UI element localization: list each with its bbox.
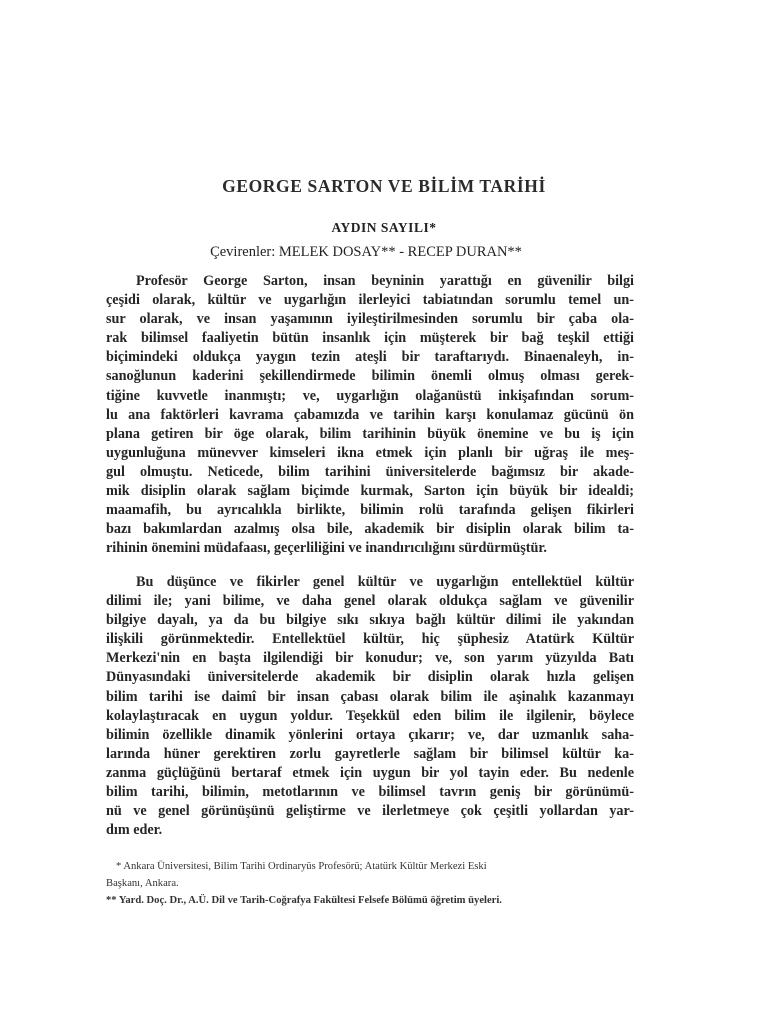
footnotes: [106, 858, 636, 909]
paragraph-line: bilim tarihi ise daimî bir insan çabası olarak bilim ile aşinalık kazanmayı: [106, 688, 634, 705]
paragraph-line: zanma güçlüğünü bertaraf etmek için uygun bir yol tayin eder. Bu nedenle: [106, 764, 634, 781]
paragraph-line: larında hüner gerektiren zorlu gayretlerle sağlam bir bilimsel kültür ka-: [106, 745, 634, 762]
paragraph-line: Dünyasındaki üniversitelerde akademik bir disiplin olarak hızla gelişen: [106, 669, 634, 686]
paragraph-line: lu ana faktörleri kavrama çabamızda ve tarihin karşı konulamaz gücünü ön: [106, 406, 634, 423]
footnote-1-line-2: Başkanı, Ankara.: [106, 878, 179, 889]
paragraph-line: bilgiye dayalı, ya da bu bilgiye sıkı sıkıya bağlı kültür dilimi ile yakından: [106, 612, 634, 629]
paragraph-line: uygunluğuna münevver kimseleri ikna etmek için planlı bir uğraş ile meş-: [106, 444, 634, 461]
paragraph-line: maamafih, bu ayrıcalıkla birlikte, bilimin rolü tarafında gelişen fikirleri: [106, 502, 634, 519]
footnote-1-line-1: * Ankara Üniversitesi, Bilim Tarihi Ordinaryüs Profesörü; Atatürk Kültür Merkezi Eski: [116, 861, 487, 872]
paragraph-line: Bu düşünce ve fikirler genel kültür ve uygarlığın entellektüel kültür: [136, 574, 634, 590]
paragraph-line: plana getiren bir öge olarak, bilim tarihinin büyük önemine ve bu iş için: [106, 425, 634, 442]
paragraph-line: Merkezi'nin en başta ilgilendiği bir konudur; ve, son yarım yüzyılda Batı: [106, 650, 634, 667]
article-title: GEORGE SARTON VE BİLİM TARİHİ: [222, 176, 546, 196]
paragraph-line: bazı bakımlardan azalmış olsa bile, akademik bir disiplin olarak bilim ta-: [106, 521, 634, 538]
paragraph-line: rihinin önemini müdafaası, geçerliliğini ve inandırıcılığını sürdürmüştür.: [106, 540, 547, 557]
paragraph-line: bilim tarihi, bilimin, metotlarının ve bilimsel tavrın geniş bir görünümü-: [106, 784, 634, 801]
paragraph-line: rak bilimsel faaliyetin bütün insanlık için müşterek bir bağ teşkil ettiği: [106, 330, 634, 347]
paragraph-line: ilişkili görünmektedir. Entellektüel kültür, hiç şüphesiz Atatürk Kültür: [106, 631, 634, 648]
paragraph-line: dım eder.: [106, 822, 163, 839]
paragraph-line: bilimin özellikle dinamik yönlerini ortaya çıkarır; ve, dar uzmanlık saha-: [106, 726, 634, 743]
body-paragraph-2: [106, 573, 634, 840]
paragraph-line: tiğine kuvvetle inanmıştı; ve, uygarlığın olağanüstü inkişafından sorum-: [106, 387, 634, 404]
paragraph-line: nü ve genel görünüşünü geliştirme ve ilerletmeye çok çeşitli yollardan yar-: [106, 803, 634, 820]
paragraph-line: dilimi ile; yani bilime, ve daha genel olarak oldukça sağlam ve güvenilir: [106, 593, 634, 610]
paragraph-line: sur olarak, ve insan yaşamının iyileştirilmesinden sorumlu bir çaba ola-: [106, 311, 634, 328]
paragraph-line: çeşidi olarak, kültür ve uygarlığın ilerleyici tabiatından sorumlu temel un-: [106, 292, 634, 309]
paragraph-line: gul olmuştu. Neticede, bilim tarihini üniversitelerde bağımsız bir akade-: [106, 463, 634, 480]
paragraph-line: sanoğlunun kaderini şekillendirmede bilimin önemli olmuş olması gerek-: [106, 368, 634, 385]
paragraph-line: kolaylaştıracak en uygun yoldur. Teşekkül eden bilim ile ilgilenir, böylece: [106, 707, 634, 724]
article-translators: Çevirenler: MELEK DOSAY** - RECEP DURAN**: [210, 244, 522, 260]
paragraph-line: biçimindeki oldukça yaygın tezin ateşli bir taraftarıydı. Binaenaleyh, in-: [106, 349, 634, 366]
article-author: AYDIN SAYILI*: [331, 220, 437, 235]
footnote-2: ** Yard. Doç. Dr., A.Ü. Dil ve Tarih-Coğrafya Fakültesi Felsefe Bölümü öğretim üyeleri.: [106, 895, 502, 906]
paragraph-line: Profesör George Sarton, insan beyninin yarattığı en güvenilir bilgi: [136, 273, 634, 289]
paragraph-line: mik disiplin olarak sağlam biçimde kurmak, Sarton için büyük bir idealdi;: [106, 483, 634, 500]
body-paragraph-1: [106, 272, 634, 558]
